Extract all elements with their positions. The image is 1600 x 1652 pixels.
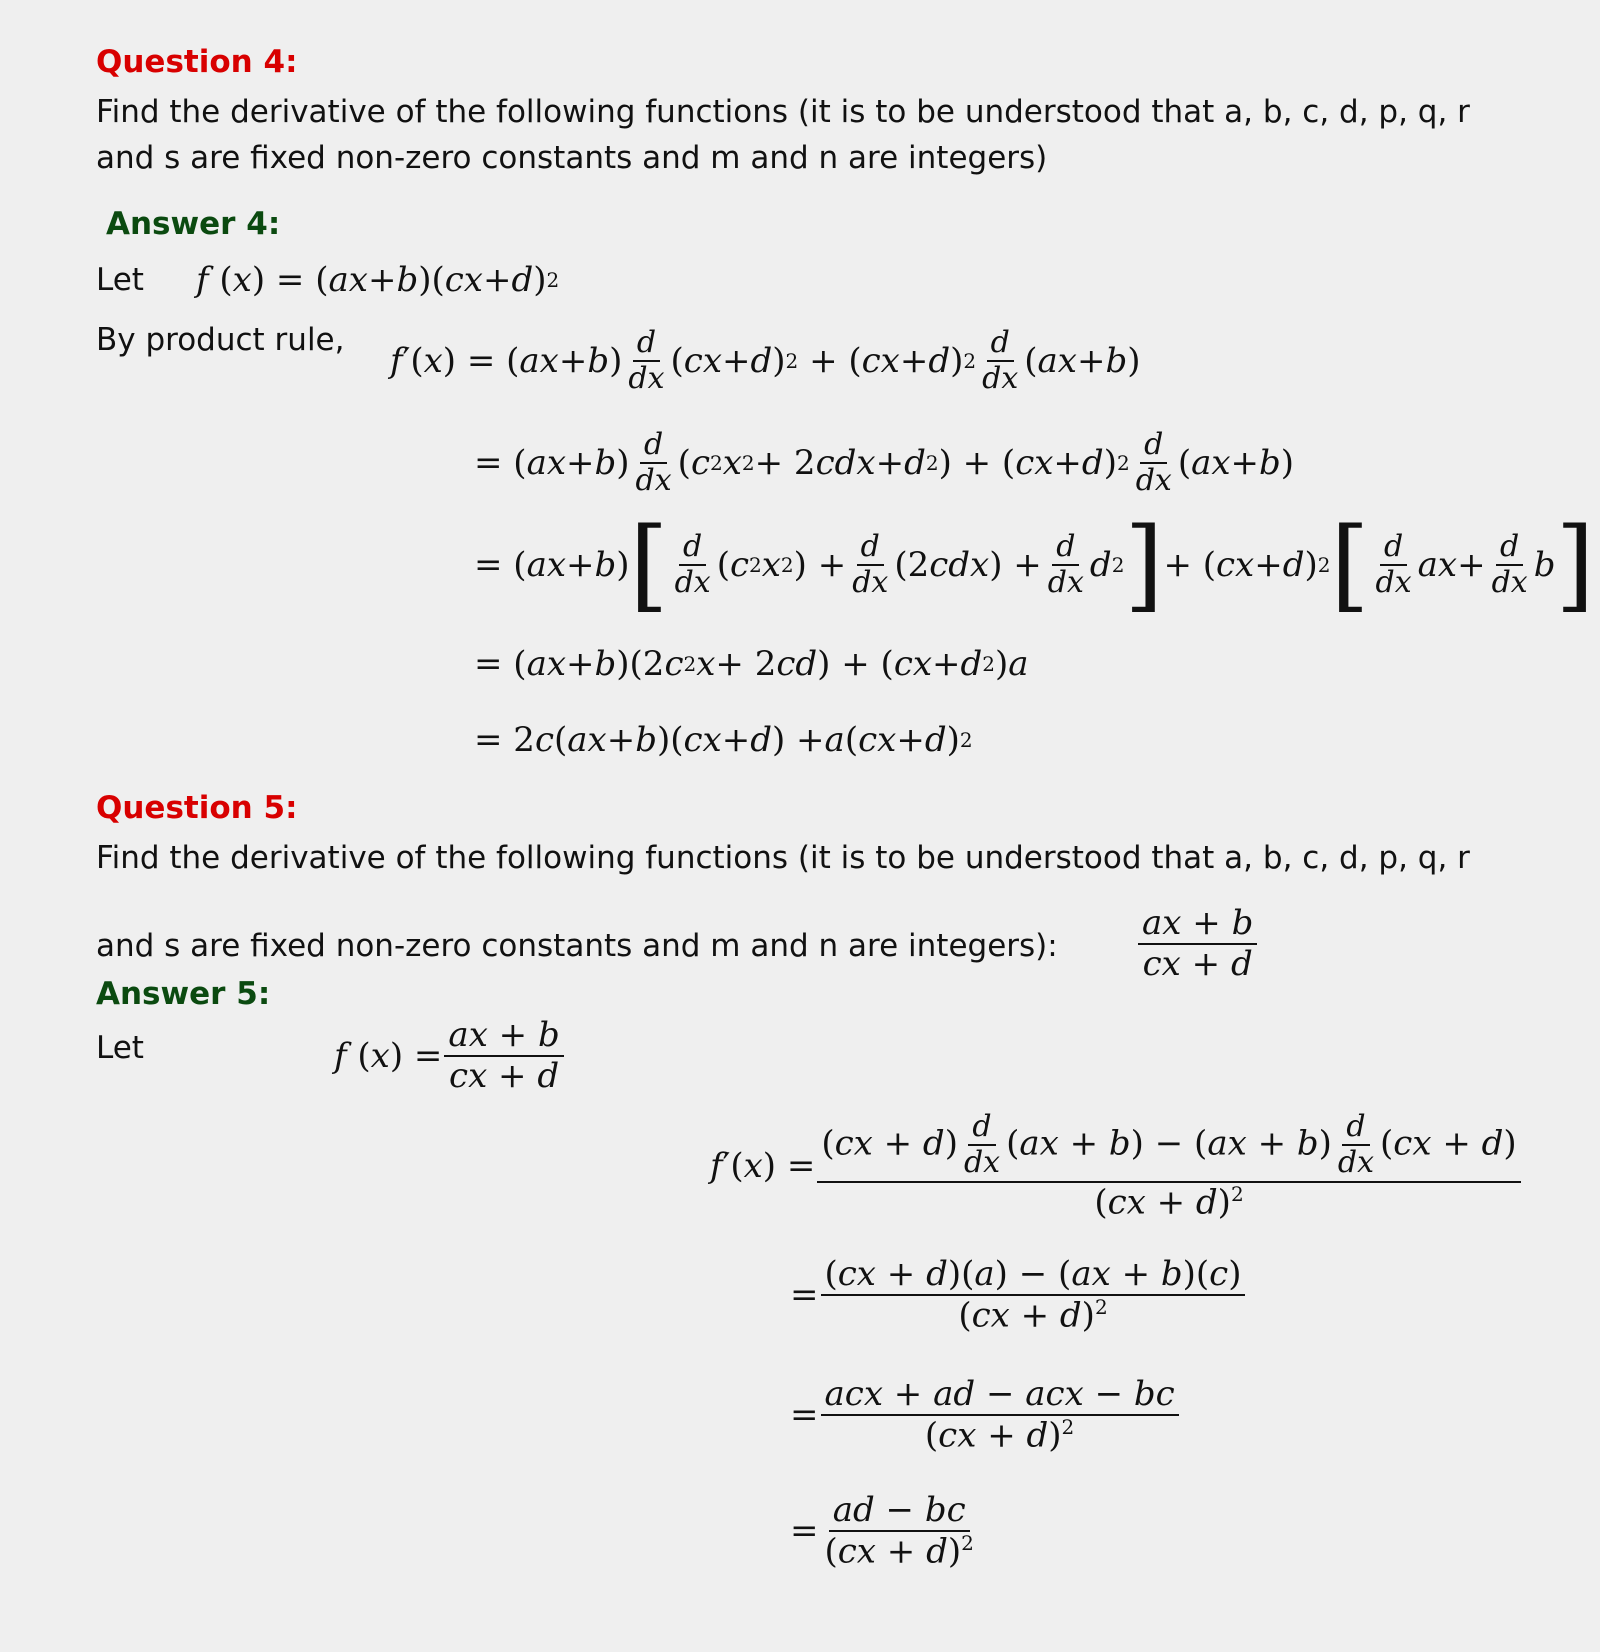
answer-5-step-3: = $\frac{\text{acx + ad − acx − bc}}{(cx + d)^2}$ — [790, 1360, 1181, 1470]
answer-5-function-definition: f ( x ) = $\frac{ax + b}{cx + d}$ — [334, 1006, 566, 1106]
answer-4-step-4: = ( ax + b )(2 c 2 x + 2 cd ) + ( cx + d 2 ) a — [474, 644, 1029, 684]
answer-4-function-definition: f ( x ) = ( ax + b )( cx + d ) 2 — [196, 260, 560, 300]
answer-4-step-3: = ( ax + b ) [ $\frac{d}{dx}$ ( c 2 x 2 ) + $\frac{d}{dx}$ (2 cdx ) + $\frac{d}{dx}$ d 2 ] + ( cx + d ) 2 [ $\frac{d}{dx}$ ax + $\frac{d}{dx}$ b ] — [474, 506, 1595, 623]
answer-5-let-label: Let — [96, 1030, 144, 1066]
question-5-text-line1: Find the derivative of the following functions (it is to be understood that a, b, c, d, p, q, r — [96, 840, 1470, 876]
question-5-function: $\frac{ax + b}{cx + d}$ — [1136, 894, 1259, 994]
answer-5-step-2: = $\frac{(cx + d)(a) - (ax + b)(c)}{(cx + d)^2}$ — [790, 1240, 1247, 1350]
answer-5-step-1: f ′( x ) = (cx + d) $\frac{d}{dx}$ (ax + b) − (ax + b) $\frac{d}{dx}$ (cx + d) (cx + d)$^2$ — [710, 1086, 1523, 1246]
answer-4-step-2: = ( ax + b ) $\frac{d}{dx}$ ( c 2 x 2 + 2 cdx + d 2 ) + ( cx + d ) 2 $\frac{d}{dx}$ ( ax + b ) — [474, 426, 1295, 498]
answer-4-let-label: Let — [96, 262, 144, 298]
answer-5-step-4: = $\frac{ad - bc}{(cx + d)^2}$ — [790, 1489, 974, 1572]
question-4-heading: Question 4: — [96, 44, 298, 80]
answer-5-heading: Answer 5: — [96, 976, 271, 1012]
answer-4-step-5: = 2 c ( ax + b )( cx + d ) + a ( cx + d ) 2 — [474, 720, 973, 760]
question-5-text-line2: and s are fixed non-zero constants and m and n are integers): — [96, 928, 1058, 964]
question-4-text-line2: and s are fixed non-zero constants and m and n are integers) — [96, 140, 1048, 176]
answer-4-heading: Answer 4: — [106, 206, 281, 242]
question-4-text-line1: Find the derivative of the following functions (it is to be understood that a, b, c, d, p, q, r — [96, 94, 1470, 130]
answer-4-step-1: f ′( x ) = ( ax + b ) $\frac{d}{dx}$ ( cx + d ) 2 + ( cx + d ) 2 $\frac{d}{dx}$ ( ax + b ) — [390, 324, 1141, 396]
answer-4-product-rule-label: By product rule, — [96, 322, 345, 358]
question-5-heading: Question 5: — [96, 790, 298, 826]
